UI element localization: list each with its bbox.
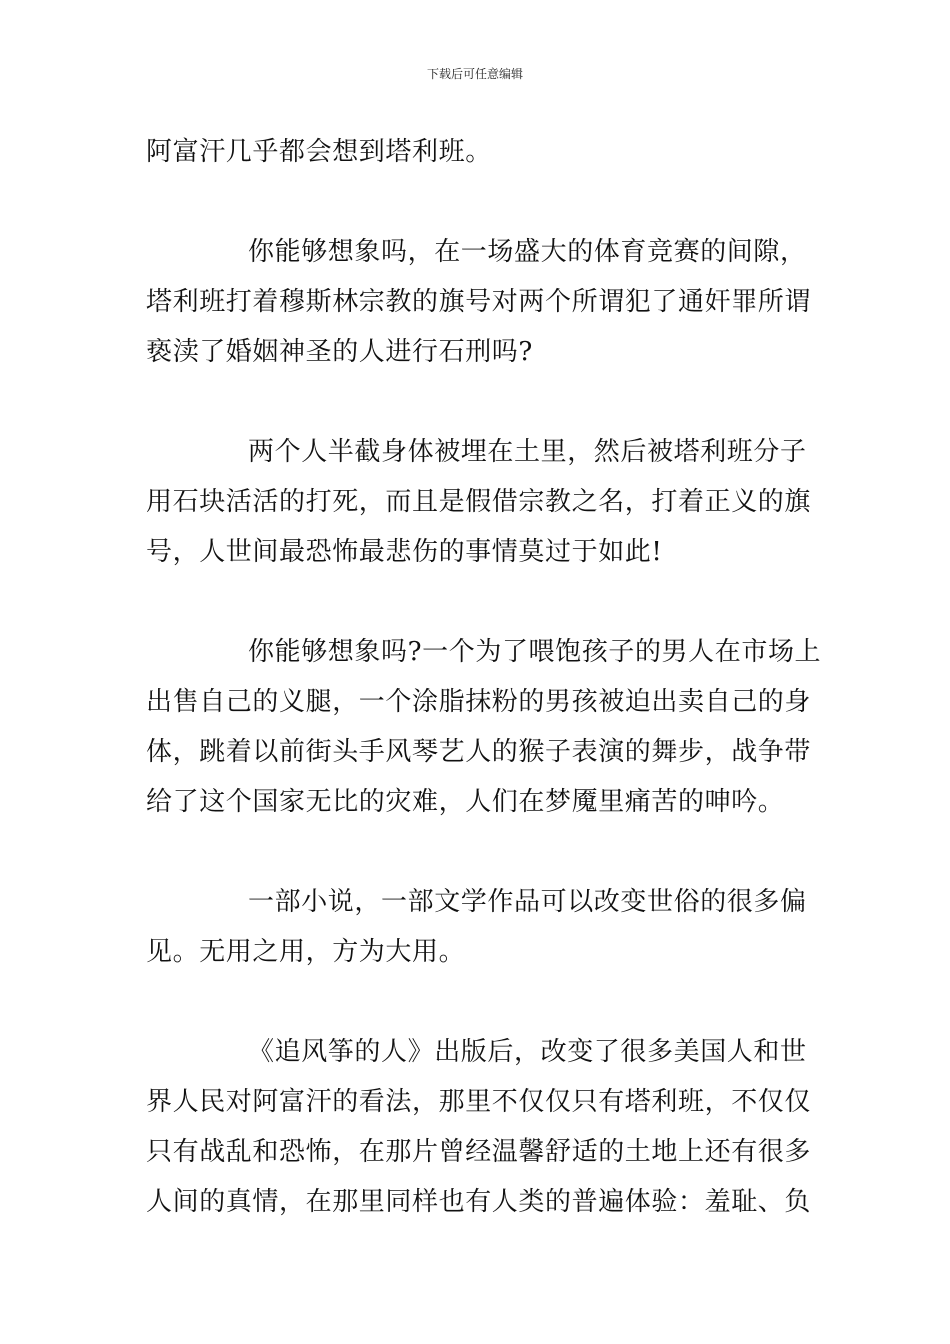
text-line: 给了这个国家无比的灾难，人们在梦魇里痛苦的呻吟。 (146, 787, 785, 817)
text-line: 阿富汗几乎都会想到塔利班。 (146, 137, 492, 167)
text-line: 只有战乱和恐怖，在那片曾经温馨舒适的土地上还有很多 (146, 1137, 812, 1167)
document-body (146, 127, 822, 1227)
paragraph (146, 227, 812, 377)
text-line: 界人民对阿富汗的看法，那里不仅仅只有塔利班，不仅仅 (146, 1087, 812, 1117)
text-line: 一部小说，一部文学作品可以改变世俗的很多偏 (248, 887, 807, 917)
text-line: 出售自己的义腿，一个涂脂抹粉的男孩被迫出卖自己的身 (146, 687, 812, 717)
paragraph (146, 1027, 812, 1227)
paragraph-gap (146, 577, 808, 627)
text-line: 两个人半截身体被埋在土里，然后被塔利班分子 (248, 437, 807, 467)
text-line: 人间的真情，在那里同样也有人类的普遍体验：羞耻、负 (146, 1187, 812, 1217)
text-line: 见。无用之用，方为大用。 (146, 937, 466, 967)
paragraph-gap (146, 377, 808, 427)
text-line: 塔利班打着穆斯林宗教的旗号对两个所谓犯了通奸罪所谓 (146, 287, 812, 317)
paragraph (146, 427, 812, 577)
paragraph (146, 877, 808, 977)
paragraph (146, 627, 822, 827)
paragraph (146, 127, 808, 177)
paragraph-gap (146, 177, 808, 227)
paragraph-gap (146, 977, 808, 1027)
text-line: 用石块活活的打死，而且是假借宗教之名，打着正义的旗 (146, 487, 812, 517)
text-line: 《追风筝的人》出版后，改变了很多美国人和世 (248, 1037, 807, 1067)
text-line: 你能够想象吗?一个为了喂饱孩子的男人在市场上 (248, 637, 822, 667)
page-header: 下载后可任意编辑 (426, 67, 523, 81)
text-line: 亵渎了婚姻神圣的人进行石刑吗? (146, 337, 533, 367)
text-line: 体，跳着以前街头手风琴艺人的猴子表演的舞步，战争带 (146, 737, 812, 767)
text-line: 号，人世间最恐怖最悲伤的事情莫过于如此! (146, 537, 663, 567)
paragraph-gap (146, 827, 808, 877)
text-line: 你能够想象吗，在一场盛大的体育竞赛的间隙， (248, 237, 807, 267)
